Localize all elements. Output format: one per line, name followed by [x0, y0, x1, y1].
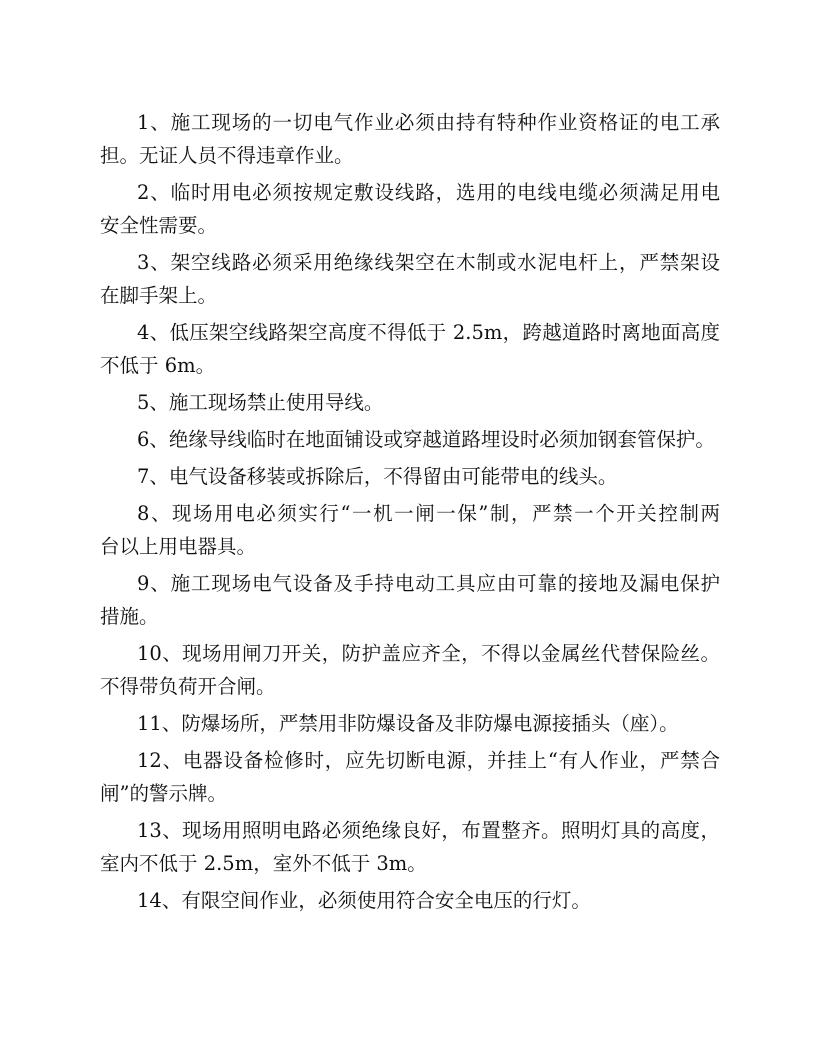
- paragraph-line: 安全性需要。: [100, 214, 218, 237]
- paragraph-line: 12、电器设备检修时，应先切断电源，并挂上“有人作业，严禁合: [137, 749, 720, 772]
- paragraph-line: 13、现场用照明电路必须绝缘良好，布置整齐。照明灯具的高度，: [137, 819, 720, 842]
- rule-paragraph-6: [100, 423, 720, 456]
- paragraph-line: 不低于 6m。: [100, 354, 216, 377]
- rule-paragraph-13: [100, 814, 720, 880]
- paragraph-line: 闸”的警示牌。: [100, 782, 227, 805]
- rule-paragraph-5: [100, 386, 720, 419]
- paragraph-line: 3、架空线路必须采用绝缘线架空在木制或水泥电杆上，严禁架设: [137, 251, 720, 274]
- rule-paragraph-9: [100, 567, 720, 633]
- document-page: [100, 106, 720, 921]
- paragraph-line: 室内不低于 2.5m，室外不低于 3m。: [100, 852, 427, 875]
- paragraph-line: 不得带负荷开合闸。: [100, 675, 276, 698]
- rule-paragraph-4: [100, 316, 720, 382]
- paragraph-line: 11、防爆场所，严禁用非防爆设备及非防爆电源接插头（座）。: [137, 712, 679, 735]
- paragraph-line: 4、低压架空线路架空高度不得低于 2.5m，跨越道路时离地面高度: [137, 321, 720, 344]
- paragraph-line: 1、施工现场的一切电气作业必须由持有特种作业资格证的电工承: [137, 111, 720, 134]
- paragraph-line: 担。无证人员不得违章作业。: [100, 144, 354, 167]
- rule-paragraph-10: [100, 637, 720, 703]
- paragraph-line: 措施。: [100, 605, 159, 628]
- paragraph-line: 5、施工现场禁止使用导线。: [137, 391, 384, 414]
- rule-paragraph-1: [100, 106, 720, 172]
- rule-paragraph-7: [100, 460, 720, 493]
- paragraph-line: 2、临时用电必须按规定敷设线路，选用的电线电缆必须满足用电: [137, 181, 720, 204]
- rule-paragraph-14: [100, 884, 720, 917]
- rule-paragraph-12: [100, 744, 720, 810]
- paragraph-line: 在脚手架上。: [100, 284, 218, 307]
- rule-paragraph-3: [100, 246, 720, 312]
- paragraph-line: 台以上用电器具。: [100, 535, 257, 558]
- paragraph-line: 10、现场用闸刀开关，防护盖应齐全，不得以金属丝代替保险丝。: [137, 642, 720, 665]
- rule-paragraph-2: [100, 176, 720, 242]
- paragraph-line: 8、现场用电必须实行“一机一闸一保”制，严禁一个开关控制两: [137, 502, 720, 525]
- rule-paragraph-11: [100, 707, 720, 740]
- rule-paragraph-8: [100, 497, 720, 563]
- paragraph-line: 7、电气设备移装或拆除后，不得留由可能带电的线头。: [137, 465, 618, 488]
- paragraph-line: 6、绝缘导线临时在地面铺设或穿越道路埋设时必须加钢套管保护。: [137, 428, 715, 451]
- paragraph-line: 9、施工现场电气设备及手持电动工具应由可靠的接地及漏电保护: [137, 572, 720, 595]
- paragraph-line: 14、有限空间作业，必须使用符合安全电压的行灯。: [137, 889, 591, 912]
